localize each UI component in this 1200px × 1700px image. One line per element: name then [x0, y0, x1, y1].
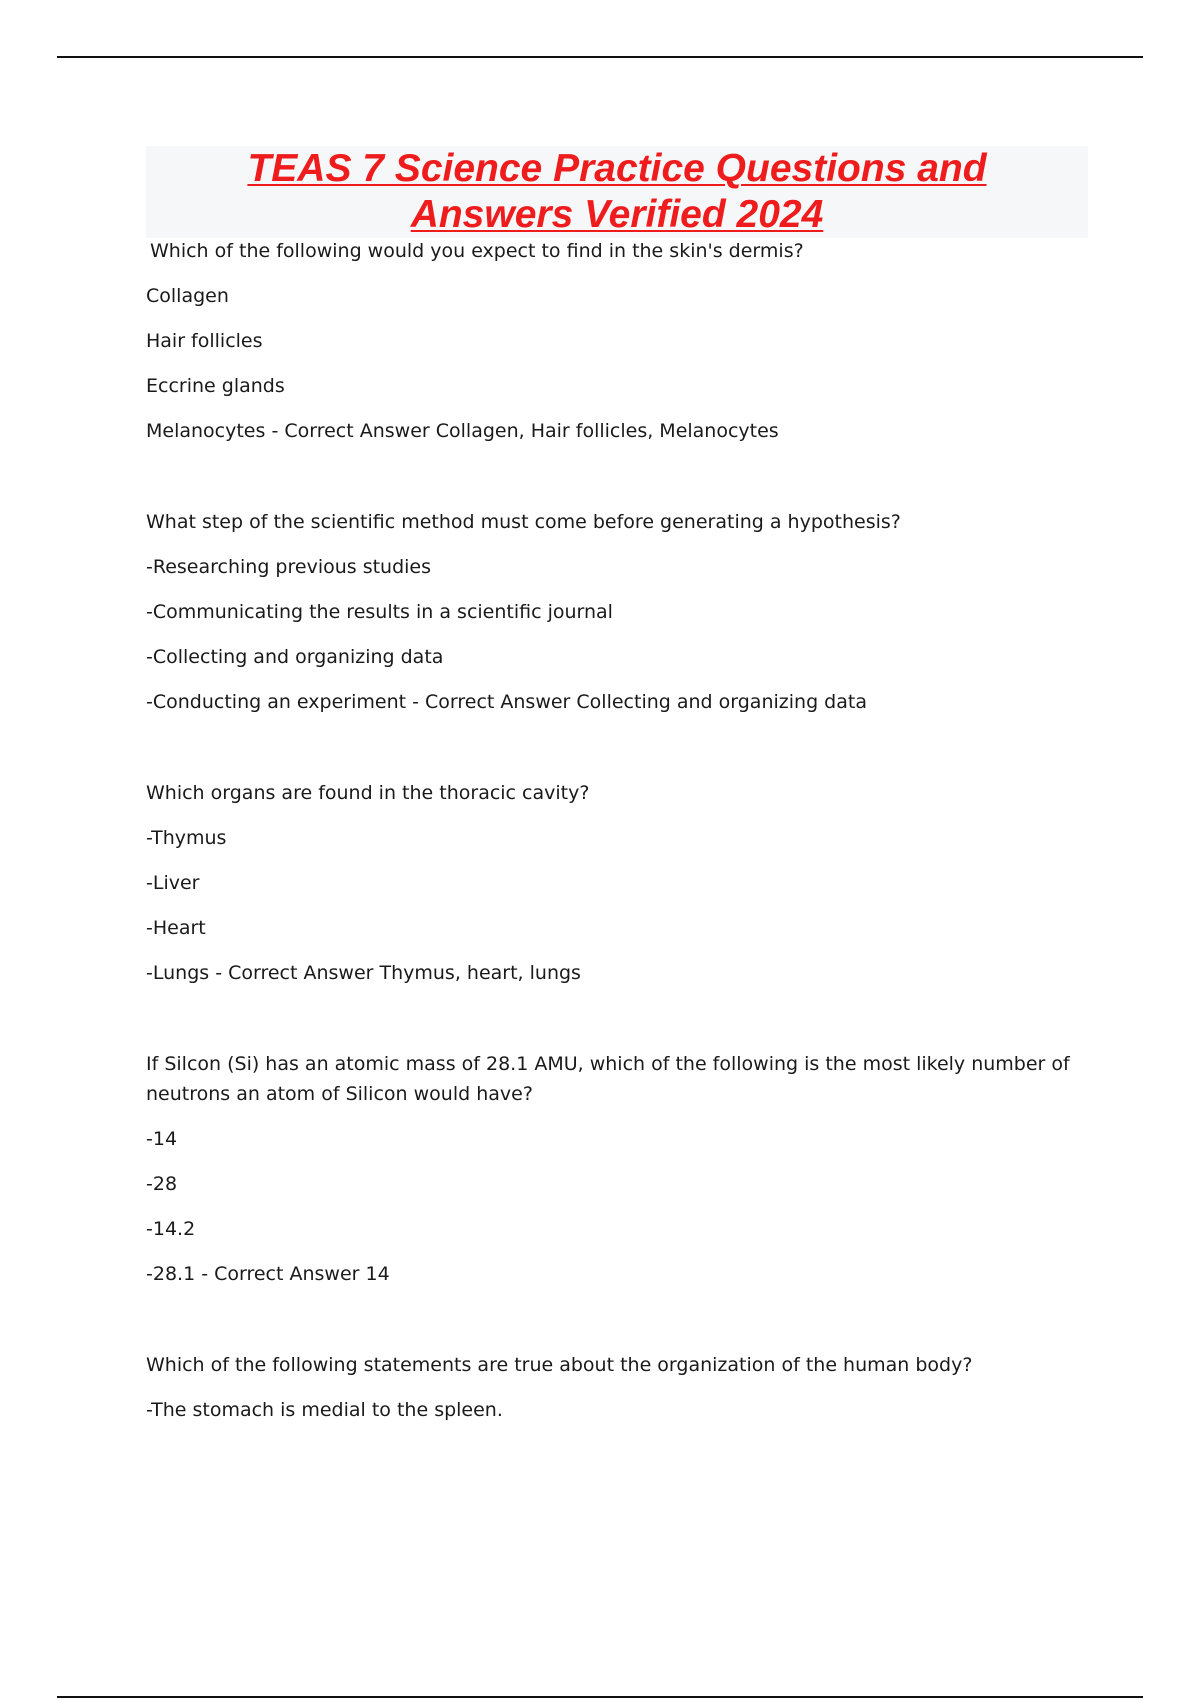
answer-option: Collagen [146, 285, 229, 307]
top-rule [57, 56, 1143, 58]
bottom-rule [57, 1696, 1143, 1698]
answer-option: -Liver [146, 872, 200, 894]
answer-option: Eccrine glands [146, 375, 285, 397]
answer-option-with-correct-answer: -Conducting an experiment - Correct Answer Collecting and organizing data [146, 691, 867, 713]
answer-option: -14 [146, 1128, 178, 1150]
answer-option-with-correct-answer: -28.1 - Correct Answer 14 [146, 1263, 390, 1285]
answer-option: -14.2 [146, 1218, 196, 1240]
document-title [146, 146, 1088, 238]
question-prompt: Which of the following would you expect to find in the skin's dermis? [150, 240, 804, 262]
question-prompt-line-1: If Silcon (Si) has an atomic mass of 28.1 AMU, which of the following is the most likely number of [146, 1053, 1070, 1075]
answer-option-with-correct-answer: -Lungs - Correct Answer Thymus, heart, lungs [146, 962, 581, 984]
answer-option: -Researching previous studies [146, 556, 432, 578]
question-prompt: What step of the scientific method must come before generating a hypothesis? [146, 511, 901, 533]
title-banner [146, 146, 1088, 238]
title-line-1: TEAS 7 Science Practice Questions and [247, 147, 987, 190]
question-list [146, 236, 1070, 1425]
answer-option: -Communicating the results in a scientific journal [146, 601, 613, 623]
question-prompt: Which of the following statements are true about the organization of the human body? [146, 1354, 973, 1376]
answer-option: -Collecting and organizing data [146, 646, 444, 668]
title-line-2: Answers Verified 2024 [410, 193, 824, 236]
answer-option: -The stomach is medial to the spleen. [146, 1399, 503, 1421]
answer-option: -28 [146, 1173, 178, 1195]
answer-option: -Thymus [146, 827, 227, 849]
answer-option-with-correct-answer: Melanocytes - Correct Answer Collagen, Hair follicles, Melanocytes [146, 420, 779, 442]
question-prompt: Which organs are found in the thoracic cavity? [146, 782, 590, 804]
question-prompt-line-2: neutrons an atom of Silicon would have? [146, 1083, 533, 1105]
answer-option: -Heart [146, 917, 206, 939]
answer-option: Hair follicles [146, 330, 263, 352]
